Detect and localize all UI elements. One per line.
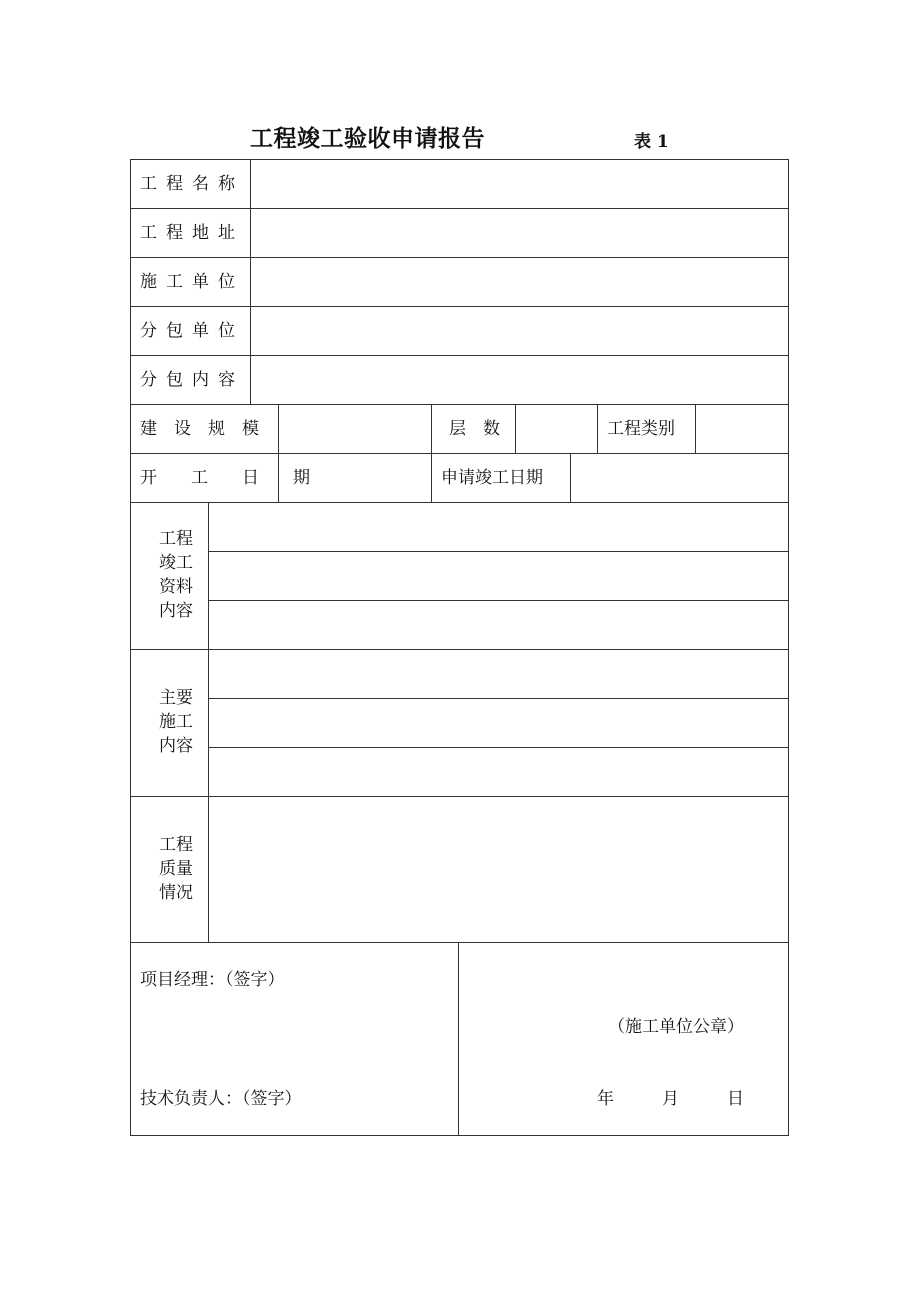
apply-date-field[interactable] xyxy=(571,454,787,501)
label-project-name: 工程名称 xyxy=(140,174,244,194)
row-divider xyxy=(130,942,789,943)
label-docs-section xyxy=(156,527,196,623)
row-divider xyxy=(130,404,789,405)
project-address-field[interactable] xyxy=(251,209,787,256)
label-project-address: 工程地址 xyxy=(140,223,244,243)
label-tech-lead-sign: 技术负责人：（签字） xyxy=(140,1089,302,1109)
label-month: 月 xyxy=(662,1089,679,1109)
table-number: 表 1 xyxy=(634,132,669,152)
floors-field[interactable] xyxy=(516,405,596,452)
label-line: 工程 xyxy=(159,529,193,549)
build-scale-field[interactable] xyxy=(279,405,430,452)
label-apply-date: 申请竣工日期 xyxy=(441,468,543,488)
start-date-field[interactable] xyxy=(279,454,430,501)
label-project-manager-sign: 项目经理：（签字） xyxy=(140,970,285,990)
col-divider xyxy=(458,942,459,1136)
docs-line-2[interactable] xyxy=(209,552,787,599)
label-contractor: 施工单位 xyxy=(140,272,244,292)
subcontractor-field[interactable] xyxy=(251,307,787,354)
label-year: 年 xyxy=(597,1089,614,1109)
label-line: 竣工 xyxy=(159,553,193,573)
project-category-field[interactable] xyxy=(696,405,787,452)
label-contractor-seal: （施工单位公章） xyxy=(608,1017,744,1037)
main-work-line-2[interactable] xyxy=(209,699,787,746)
docs-line-1[interactable] xyxy=(209,503,787,550)
label-build-scale: 建 设 规 模 xyxy=(140,419,259,439)
label-main-work-section xyxy=(156,686,196,758)
docs-line-3[interactable] xyxy=(209,601,787,648)
label-floors: 层 数 xyxy=(449,419,500,439)
main-work-line-1[interactable] xyxy=(209,650,787,697)
label-sub-content: 分包内容 xyxy=(140,370,244,390)
label-line: 资料 xyxy=(159,577,193,597)
col-divider xyxy=(597,404,598,453)
label-line: 内容 xyxy=(159,736,193,756)
col-divider xyxy=(431,404,432,502)
sub-content-field[interactable] xyxy=(251,356,787,403)
label-start-date: 开 工 日 期 xyxy=(140,468,310,488)
label-day: 日 xyxy=(727,1089,744,1109)
main-work-line-3[interactable] xyxy=(209,748,787,795)
label-line: 主要 xyxy=(159,688,193,708)
form-title: 工程竣工验收申请报告 xyxy=(250,125,485,152)
label-line: 质量 xyxy=(159,859,193,879)
label-line: 内容 xyxy=(159,601,193,621)
quality-field[interactable] xyxy=(209,797,787,941)
label-project-category: 工程类别 xyxy=(607,419,675,439)
project-name-field[interactable] xyxy=(251,160,787,207)
label-line: 情况 xyxy=(159,883,193,903)
contractor-field[interactable] xyxy=(251,258,787,305)
label-line: 施工 xyxy=(159,712,193,732)
label-subcontractor: 分包单位 xyxy=(140,321,244,341)
label-line: 工程 xyxy=(159,835,193,855)
application-form-table xyxy=(130,159,789,1136)
label-quality-section xyxy=(156,833,196,905)
